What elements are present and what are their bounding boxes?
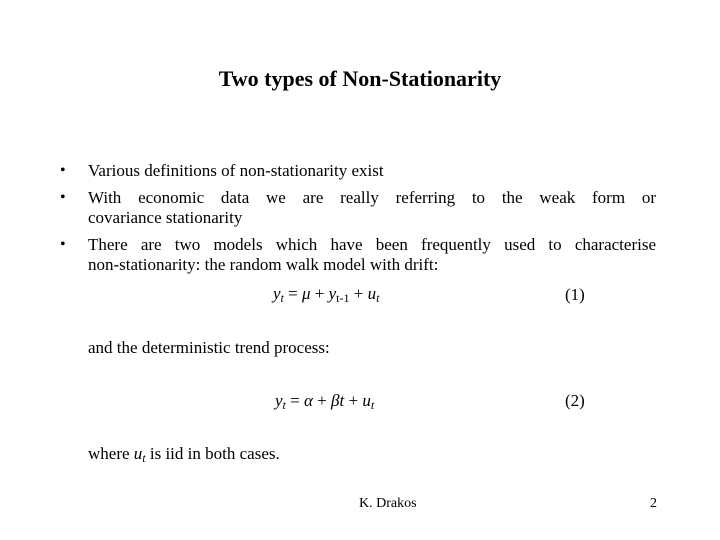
eq2-sub-t: t xyxy=(282,398,286,412)
eq2-plus: + xyxy=(344,391,363,410)
eq1-sub-t: t xyxy=(280,291,284,305)
page-number: 2 xyxy=(650,496,657,511)
eq1-equals: = xyxy=(283,284,302,303)
slide-title: Two types of Non-Stationarity xyxy=(218,66,502,91)
footer-author: K. Drakos xyxy=(359,496,417,511)
eq2-plus: + xyxy=(312,391,332,410)
eq2-t: t xyxy=(339,391,345,410)
equation-random-walk xyxy=(273,284,379,306)
eq1-u: u xyxy=(367,284,377,303)
equation-number-1: (1) xyxy=(565,285,585,304)
eq2-alpha: α xyxy=(303,391,313,410)
bullet-1-text: Various definitions of non-stationarity exist xyxy=(88,161,384,180)
eq2-y: y xyxy=(275,391,283,410)
where-u: u xyxy=(133,444,143,463)
eq1-plus: + xyxy=(349,284,368,303)
eq2-u: u xyxy=(362,391,371,410)
where-pre: where xyxy=(88,444,134,463)
equation-number-2: (2) xyxy=(565,391,585,410)
where-text xyxy=(88,444,280,466)
trend-intro-text: and the deterministic trend process: xyxy=(88,338,330,357)
eq1-sub-t: t xyxy=(376,291,380,305)
eq1-plus: + xyxy=(310,284,329,303)
bullet-2-line-2: covariance stationarity xyxy=(88,208,243,227)
eq1-mu: μ xyxy=(301,284,311,303)
eq2-beta: β xyxy=(331,391,340,410)
bullet-3-line-2: non-stationarity: the random walk model with drift: xyxy=(88,255,439,274)
eq1-y-lag: y xyxy=(328,284,337,303)
eq1-sub-t-1: t-1 xyxy=(336,291,350,305)
bullet-marker: • xyxy=(60,162,66,179)
where-post: is iid in both cases. xyxy=(145,444,280,463)
bullet-marker: • xyxy=(60,189,66,206)
eq2-equals: = xyxy=(285,391,304,410)
bullet-2-line-1: With economic data we are really referring to the weak form or xyxy=(88,188,656,207)
bullet-marker: • xyxy=(60,236,66,253)
equation-deterministic-trend xyxy=(275,391,374,413)
bullet-3-line-1: There are two models which have been frequently used to characterise xyxy=(88,235,656,254)
where-sub-t: t xyxy=(142,451,146,465)
eq2-sub-t: t xyxy=(370,398,375,412)
eq1-y: y xyxy=(273,284,281,303)
